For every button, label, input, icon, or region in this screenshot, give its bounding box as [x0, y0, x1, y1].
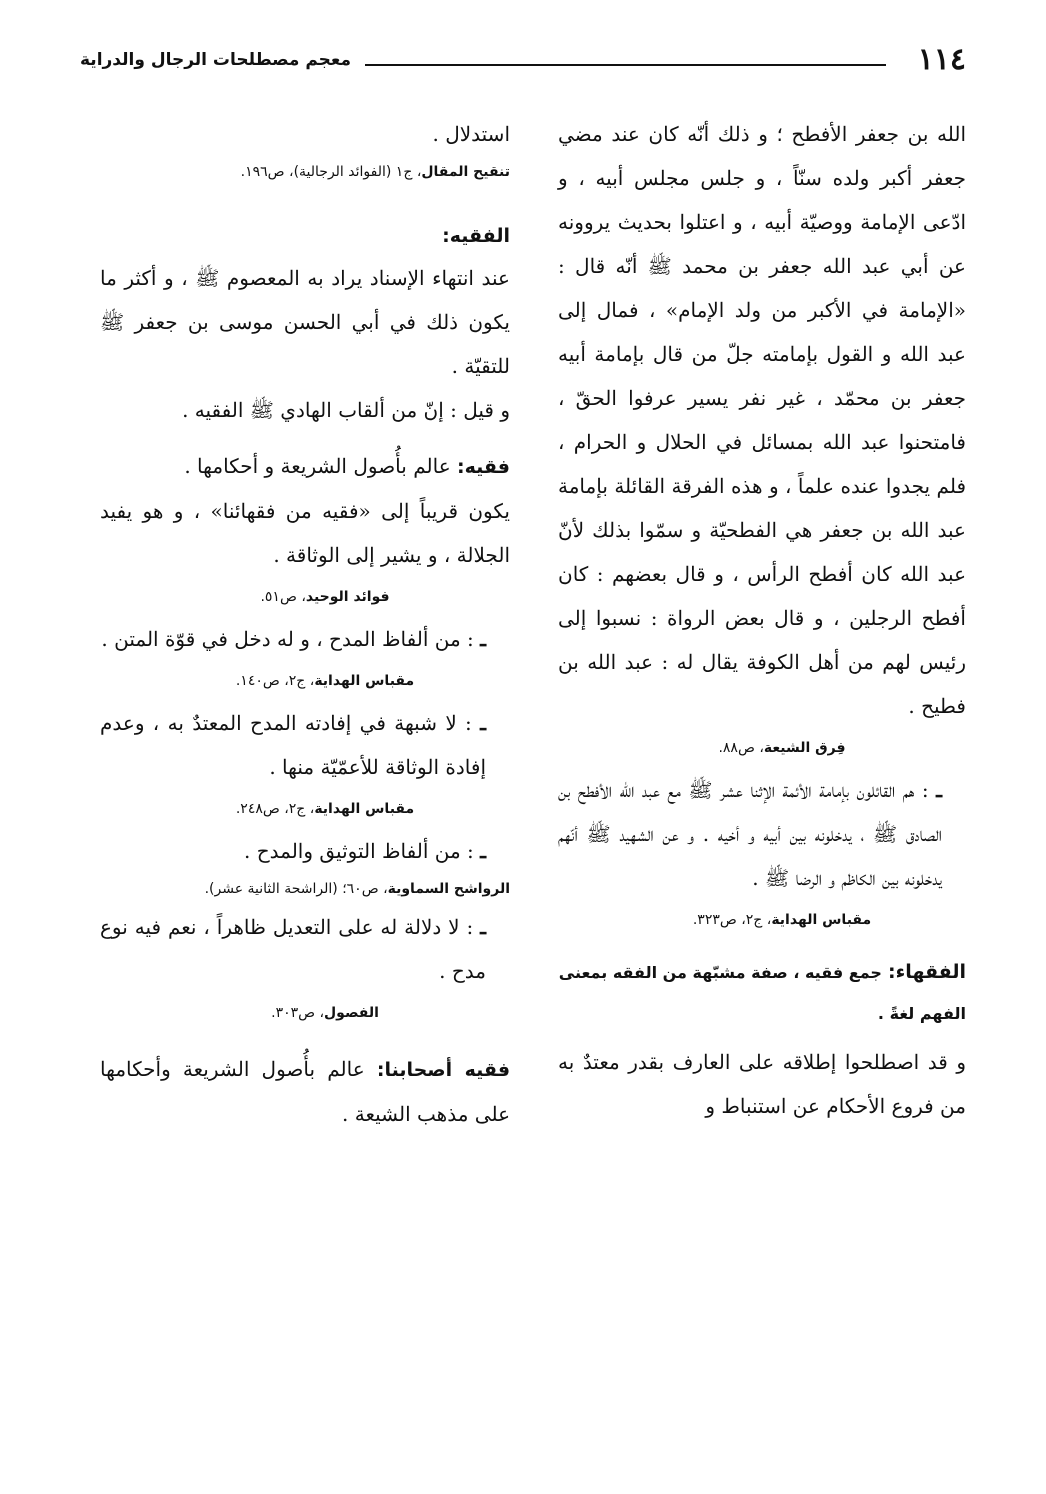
source-title: فِرق الشيعة	[763, 740, 846, 756]
headword-definition: عالم بأُصول الشريعة وأحكامها على مذهب الشيعة .	[100, 1057, 510, 1126]
source-citation	[100, 156, 510, 188]
source-ref: ، ج٢، ص٢٤٨.	[235, 801, 315, 817]
source-citation	[100, 993, 510, 1033]
entry-dash: ـ	[480, 839, 486, 863]
source-citation	[100, 577, 510, 617]
source-title: مقباس الهداية	[314, 673, 415, 689]
headword-definition: عالم بأُصول الشريعة و أحكامها .	[184, 454, 451, 478]
entry-dash: ـ	[480, 915, 487, 939]
page-number: ١١٤	[917, 42, 966, 77]
entry-faqih-ashabina	[100, 1047, 510, 1136]
definition-entry	[100, 829, 510, 873]
running-title: معجم مصطلحات الرجال والدراية	[80, 50, 352, 70]
source-citation	[100, 789, 510, 829]
headword: الفقيه:	[442, 225, 510, 247]
entry-dash: ـ	[480, 711, 486, 735]
definition-entry	[100, 701, 510, 789]
source-title: مقباس الهداية	[771, 912, 872, 928]
source-title: الرواشح السماوية	[387, 881, 510, 897]
page-header	[80, 40, 966, 80]
definition-text: : من ألفاظ المدح ، و له دخل في قوّة المتن .	[101, 627, 474, 651]
source-title: تنقيح المقال	[421, 164, 510, 180]
source-ref: ، ص٨٨.	[718, 740, 764, 756]
entry-alfaqih	[100, 216, 510, 256]
source-citation	[558, 900, 966, 940]
paragraph: عند انتهاء الإسناد يراد به المعصوم ﷺ ، و أكثر ما يكون ذلك في أبي الحسن موسى بن جعفر ﷺ للتقيّة .	[100, 266, 510, 378]
source-citation	[100, 661, 510, 701]
entry-dash: ـ	[936, 778, 942, 802]
headword-definition: جمع فقيه ، صفة مشبّهة من الفقه بمعنى الفهم لغةً .	[558, 963, 966, 1023]
headword: الفقهاء:	[888, 961, 966, 983]
source-citation	[100, 873, 510, 905]
paragraph: و قيل : إنّ من ألقاب الهادي ﷺ الفقيه .	[182, 398, 510, 422]
definition-text: : لا دلالة له على التعديل ظاهراً ، نعم فيه نوع مدح .	[100, 915, 486, 983]
headword: فقيه:	[457, 456, 510, 478]
right-column	[558, 112, 966, 1128]
entry-dash: ـ	[480, 627, 486, 651]
entry-fuqaha	[558, 952, 966, 1034]
source-title: فوائد الوحيد	[305, 589, 390, 605]
definition-text: : من ألفاظ التوثيق والمدح .	[244, 839, 474, 863]
entry-faqih	[100, 444, 510, 489]
source-citation	[558, 728, 966, 768]
paragraph: و قد اصطلحوا إطلاقه على العارف بقدر معتدٌ به من فروع الأحكام عن استنباط و	[558, 1050, 966, 1118]
definition-text: : لا شبهة في إفادته المدح المعتدٌ به ، وعدم إفادة الوثاقة للأعمّيّة منها .	[100, 711, 486, 779]
definition-entry	[100, 905, 510, 993]
source-ref: ، ص٣٠٣.	[271, 1005, 325, 1021]
source-ref: ، ج٢، ص٣٢٣.	[692, 912, 772, 928]
source-ref: ، ص٦٠؛ (الراشحة الثانية عشر).	[204, 881, 388, 897]
source-title: الفصول	[324, 1005, 379, 1021]
definition-entry	[100, 617, 510, 661]
paragraph: استدلال .	[432, 122, 510, 146]
header-rule	[365, 64, 886, 66]
left-column	[100, 112, 510, 1136]
paragraph: يكون قريباً إلى «فقيه من فقهائنا» ، و هو يفيد الجلالة ، و يشير إلى الوثاقة .	[100, 499, 510, 567]
source-ref: ، ص٥١.	[260, 589, 306, 605]
source-title: مقباس الهداية	[314, 801, 415, 817]
definition-text: : هم القائلون بإمامة الأئمة الإثنا عشر ﷺ مع عبد الله الأفطح بن الصادق ﷺ ، يدخلونه بين أبيه و أخيه . و عن الشهيد ﷺ أنّهم يدخلونه بين الكاظم و الرضا ﷺ .	[558, 778, 942, 890]
definition-entry	[558, 768, 966, 900]
paragraph-fatahiyya: الله بن جعفر الأفطح ؛ و ذلك أنّه كان عند مضي جعفر أكبر ولده سنّاً ، و جلس مجلس أبيه ، و ادّعى الإمامة ووصيّة أبيه ، و اعتلوا بحديث يروونه عن أبي عبد الله جعفر بن محمد ﷺ أنّه قال : «الإمامة في الأكبر من ولد الإمام» ، فمال إلى عبد الله و القول بإمامته جلّ من قال بإمامة أبيه جعفر بن محمّد ، غير نفر يسير عرفوا الحقّ ، فامتحنوا عبد الله بمسائل في الحلال و الحرام ، فلم يجدوا عنده علماً ، و هذه الفرقة القائلة بإمامة عبد الله بن جعفر هي الفطحيّة و سمّوا بذلك لأنّ عبد الله كان أفطح الرأس ، و قال بعضهم : كان أفطح الرجلين ، و قال بعض الرواة : نسبوا إلى رئيس لهم من أهل الكوفة يقال له : عبد الله بن فطيح .	[558, 122, 966, 718]
headword: فقيه أصحابنا:	[376, 1059, 511, 1081]
source-ref: ، ج٢، ص١٤٠.	[235, 673, 315, 689]
source-ref: ، ج١ (الفوائد الرجالية)، ص١٩٦.	[240, 164, 422, 180]
